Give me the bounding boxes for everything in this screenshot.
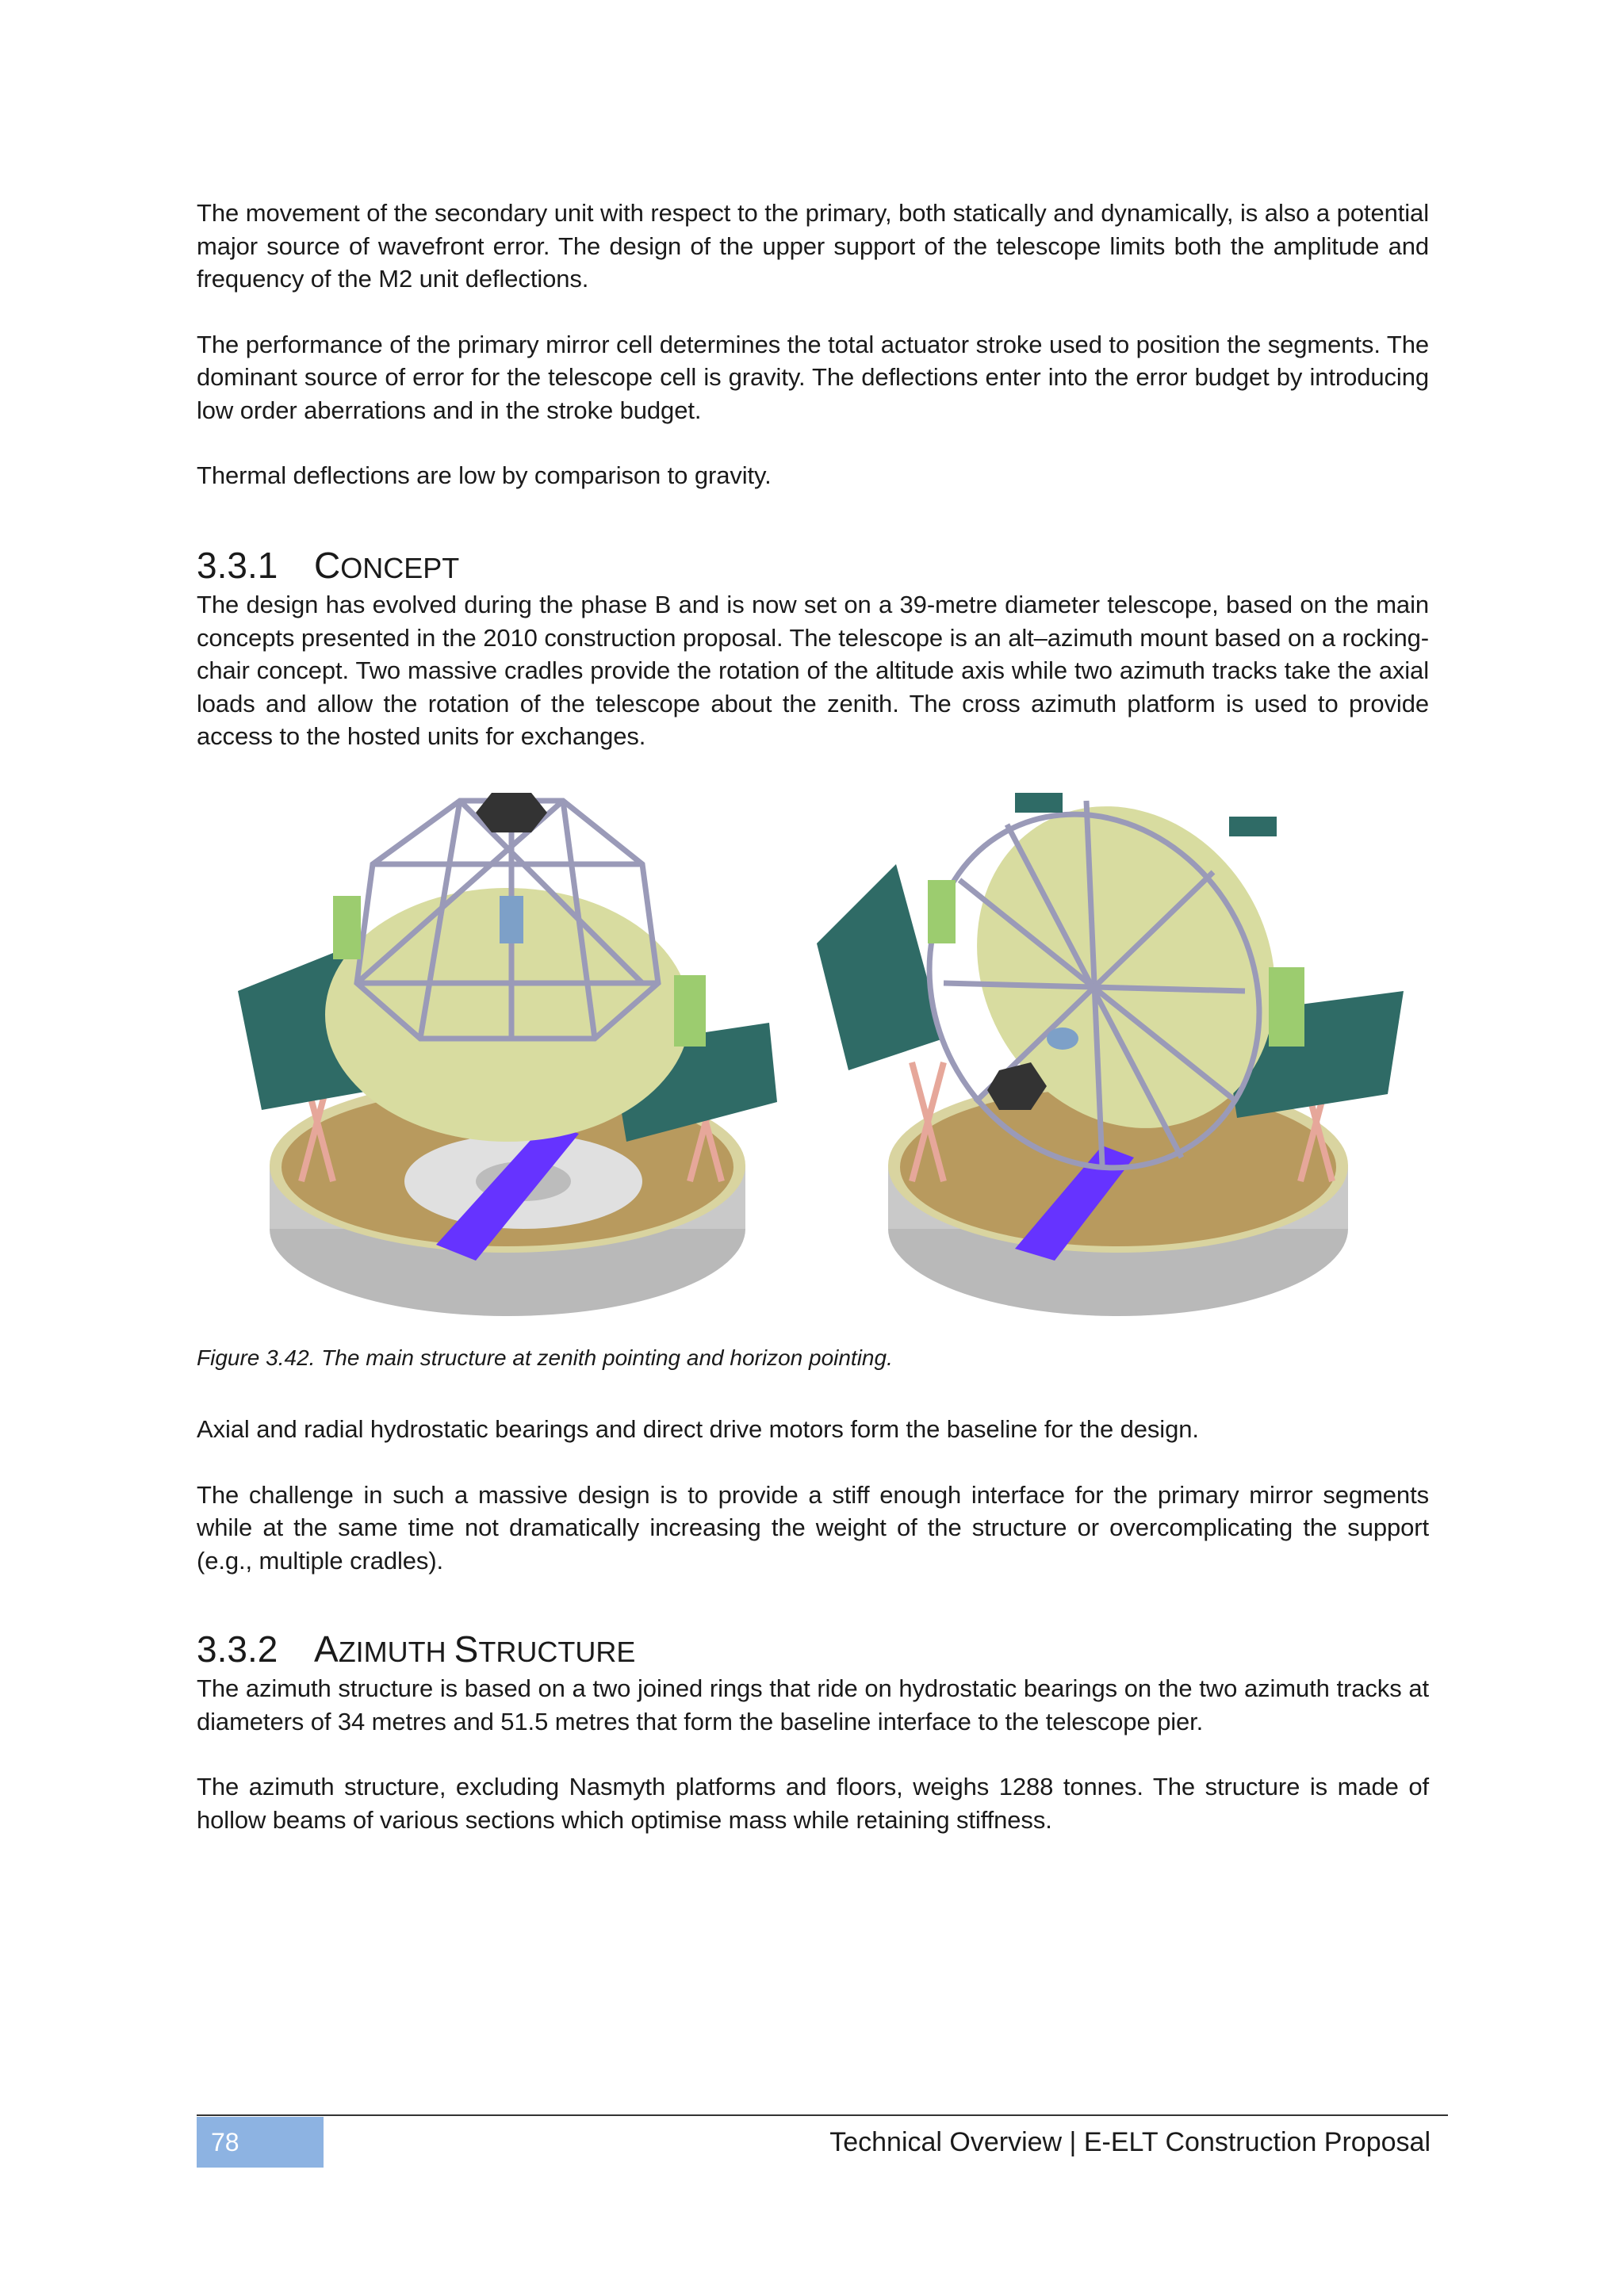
zenith-pointing-render <box>238 793 777 1316</box>
figure-caption: Figure 3.42. The main structure at zenith pointing and horizon pointing. <box>197 1345 893 1370</box>
paragraph-azimuth-weight: The azimuth structure, excluding Nasmyth platforms and floors, weighs 1288 tonnes. The structure is made of hollow beams of various sections which optimise mass while retaining stiffness. <box>197 1773 1429 1834</box>
section-3-3-1 <box>197 545 1429 753</box>
page-number: 78 <box>197 2117 324 2168</box>
footer-rule <box>197 2114 1448 2116</box>
paragraph-primary-mirror-cell: The performance of the primary mirror cell determines the total actuator stroke used to position the segments. The dominant source of error for the telescope cell is gravity. The deflections enter into the error budget by introducing low order aberrations and in the stroke budget. <box>197 330 1429 424</box>
section-heading-azimuth-structure: 3.3.2 AZIMUTH STRUCTURE <box>197 1628 636 1670</box>
paragraph-azimuth-rings: The azimuth structure is based on a two joined rings that ride on hydrostatic bearings on the two azimuth tracks at diameters of 34 metres and 51.5 metres that form the baseline interface to the telescope pier. <box>197 1674 1429 1735</box>
section-number: 3.3.1 <box>197 545 278 586</box>
figure-telescope-structure <box>214 785 1419 1332</box>
intro-paragraphs <box>197 197 1429 492</box>
post-figure-paragraphs <box>197 1413 1429 1577</box>
paragraph-thermal-deflections: Thermal deflections are low by comparison to gravity. <box>197 461 772 489</box>
section-number: 3.3.2 <box>197 1628 278 1670</box>
figure-caption-block <box>197 1344 1429 1372</box>
telescope-renders <box>214 785 1419 1332</box>
paragraph-concept: The design has evolved during the phase B and is now set on a 39-metre diameter telescope, based on the main concepts presented in the 2010 construction proposal. The telescope is an alt–azimuth mount based on a rocking-chair concept. Two massive cradles provide the rotation of the altitude axis while two azimuth tracks take the axial loads and allow the rotation of the telescope about the zenith. The cross azimuth platform is used to provide access to the hosted units for exchanges. <box>197 591 1429 750</box>
section-heading-concept: 3.3.1 CONCEPT <box>197 545 460 586</box>
footer-title: Technical Overview | E-ELT Construction Proposal <box>829 2127 1431 2157</box>
horizon-pointing-render <box>817 785 1404 1316</box>
section-3-3-2 <box>197 1629 1429 1836</box>
paragraph-bearings: Axial and radial hydrostatic bearings and direct drive motors form the baseline for the design. <box>197 1415 1199 1443</box>
paragraph-secondary-unit: The movement of the secondary unit with respect to the primary, both statically and dynamically, is also a potential major source of wavefront error. The design of the upper support of the telescope limits both the amplitude and frequency of the M2 unit deflections. <box>197 199 1429 293</box>
paragraph-challenge: The challenge in such a massive design is to provide a stiff enough interface for the primary mirror segments while at the same time not dramatically increasing the weight of the structure or overcomplicating the support (e.g., multiple cradles). <box>197 1480 1429 1575</box>
